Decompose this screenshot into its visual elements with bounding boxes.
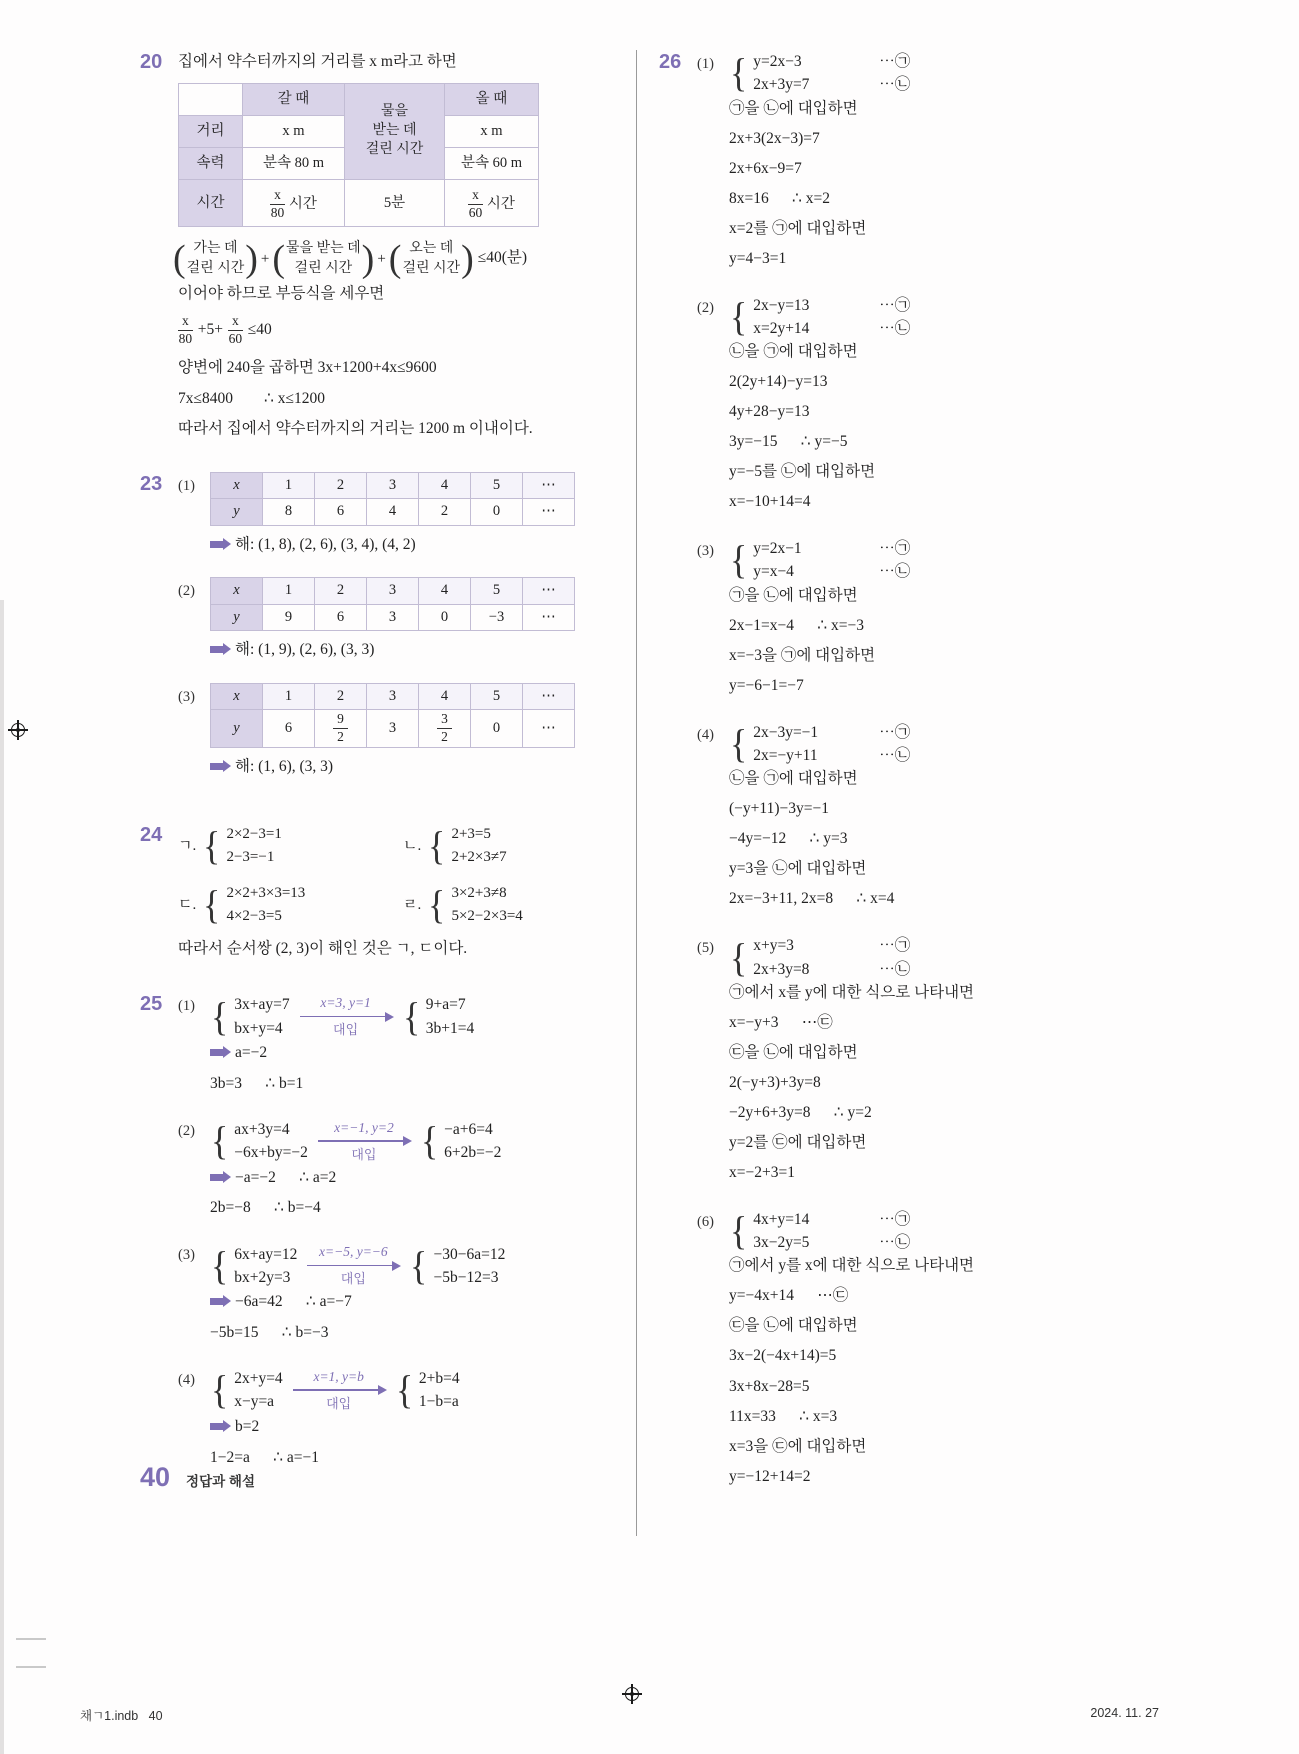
fraction: $\frac{3}{2}$ bbox=[437, 711, 452, 746]
table-cell: 1 bbox=[263, 473, 315, 499]
result-arrow-icon bbox=[210, 1174, 223, 1181]
solution-line: y=−5를 ㉡에 대입하면 bbox=[729, 463, 876, 481]
problem-25-part-1 bbox=[178, 992, 612, 1103]
solution-line: y=3을 ㉡에 대입하면 bbox=[729, 860, 867, 878]
equation-system: { 2x−3y=−1 ⋯㉠ 2x=−y+11 ⋯㉡ bbox=[729, 721, 911, 766]
long-arrow-icon bbox=[293, 1389, 385, 1391]
solution-line: 2x+6x−9=7 bbox=[729, 159, 802, 177]
brace-icon: { bbox=[210, 1118, 229, 1164]
brace-icon: { bbox=[203, 822, 221, 868]
solution-line: 2(−y+3)+3y=8 bbox=[729, 1073, 821, 1091]
solution-line: 3x−2(−4x+14)=5 bbox=[729, 1347, 837, 1365]
table-cell: 4 bbox=[367, 499, 419, 525]
long-arrow-icon bbox=[318, 1140, 410, 1142]
brace-icon: { bbox=[210, 1367, 229, 1413]
brace-icon: { bbox=[210, 1242, 229, 1288]
table-cell: ⋯ bbox=[523, 709, 575, 747]
table-cell: 0 bbox=[419, 604, 471, 630]
problem-20-table bbox=[178, 83, 539, 227]
solution-line: ㉠을 ㉡에 대입하면 bbox=[729, 586, 858, 604]
brace-icon: { bbox=[402, 993, 420, 1039]
solution-line: 2x−1=x−4 ∴ x=−3 bbox=[729, 616, 864, 634]
result-arrow-icon bbox=[210, 1423, 223, 1430]
result-line: −a=−2 ∴ a=2 bbox=[210, 1166, 612, 1191]
row-label-distance: 거리 bbox=[179, 115, 243, 147]
problem-number: 20 bbox=[140, 51, 163, 73]
result-arrow-icon bbox=[210, 1298, 223, 1305]
problem-20-body bbox=[173, 50, 612, 448]
part-label: (1) bbox=[178, 478, 195, 495]
inequality-tail: ≤40 bbox=[247, 321, 272, 339]
problem-number: 23 bbox=[140, 473, 163, 496]
system-digeut: ㄷ. { 2×2+3×3=13 4×2−3=5 bbox=[178, 881, 306, 927]
solution-line: (−y+11)−3y=−1 bbox=[729, 800, 829, 818]
problem-25-part-3 bbox=[178, 1241, 612, 1352]
item-label: ㄹ. bbox=[403, 896, 422, 913]
table-cell: 6 bbox=[263, 709, 315, 747]
conclusion-line: 따라서 집에서 약수터까지의 거리는 1200 m 이내이다. bbox=[178, 420, 533, 438]
open-paren: ( bbox=[173, 237, 186, 280]
brace-icon: { bbox=[395, 1367, 413, 1413]
table-header-go: 갈 때 bbox=[243, 83, 345, 115]
problem-24 bbox=[140, 823, 612, 968]
result-arrow-icon bbox=[210, 763, 223, 770]
brace-icon: { bbox=[428, 881, 446, 927]
solution-line: x=−3을 ㉠에 대입하면 bbox=[729, 646, 876, 664]
middle-terms: +5+ bbox=[197, 321, 223, 339]
problem-23-body bbox=[178, 472, 612, 799]
substitution-row: { 3x+ay=7 bx+y=4 x=3, y=1 대입 { 9+a=7 3b+1=4 bbox=[210, 992, 612, 1041]
table-cell: x m bbox=[243, 115, 345, 147]
solution-line: x=−2+3=1 bbox=[729, 1163, 795, 1181]
crop-mark bbox=[16, 1638, 46, 1640]
scan-edge bbox=[0, 600, 4, 1754]
equation-system: { y=2x−3 ⋯㉠ 2x+3y=7 ⋯㉡ bbox=[729, 50, 911, 96]
table-cell: 3 bbox=[367, 709, 419, 747]
answer-line: 해: (1, 9), (2, 6), (3, 3) bbox=[210, 638, 612, 663]
solution-line: ㉢을 ㉡에 대입하면 bbox=[729, 1317, 858, 1335]
problem-26 bbox=[659, 50, 1170, 1512]
fraction: x 80 bbox=[178, 313, 193, 346]
term-going: 가는 데 걸린 시간 bbox=[186, 241, 245, 276]
table-cell: ⋯ bbox=[523, 499, 575, 525]
brace-icon: { bbox=[729, 50, 748, 96]
problem-26-body bbox=[697, 50, 1170, 1512]
result-arrow-icon bbox=[210, 541, 223, 548]
result-line: −6a=42 ∴ a=−7 bbox=[210, 1290, 612, 1315]
problem-25-body bbox=[178, 992, 612, 1490]
solution-line: 8x=16 ∴ x=2 bbox=[729, 189, 830, 207]
table-cell: 8 bbox=[263, 499, 315, 525]
left-column bbox=[140, 50, 612, 1514]
solution-line: 2x=−3+11, 2x=8 ∴ x=4 bbox=[729, 890, 895, 908]
inequality-expression bbox=[178, 313, 612, 348]
part-label: (5) bbox=[697, 940, 714, 957]
table-cell: 3 bbox=[367, 683, 419, 709]
plus-operator: + bbox=[377, 250, 386, 267]
solution-line: ㉠을 ㉡에 대입하면 bbox=[729, 99, 858, 117]
solution-line: 2x+3(2x−3)=7 bbox=[729, 129, 820, 147]
table-cell: 3 bbox=[367, 578, 419, 604]
solution-line: x=2를 ㉠에 대입하면 bbox=[729, 219, 867, 237]
table-cell: 9 bbox=[263, 604, 315, 630]
page-footer bbox=[140, 1462, 255, 1493]
substitution-label: 대입 bbox=[340, 1271, 366, 1287]
long-arrow-icon bbox=[307, 1265, 399, 1267]
mid-line-2: 받는 데 bbox=[372, 123, 417, 139]
problem-23-part-3 bbox=[178, 683, 612, 786]
solution-line: y=4−3=1 bbox=[729, 249, 787, 267]
inequality-bound: ≤40(분) bbox=[477, 249, 528, 267]
result-line: a=−2 bbox=[210, 1041, 612, 1066]
solution-line: ㉠에서 y를 x에 대한 식으로 나타내면 bbox=[729, 1257, 975, 1275]
table-cell: 4 bbox=[419, 683, 471, 709]
print-file-info: 채ㄱ1.indb 40 bbox=[80, 1709, 163, 1723]
solution-line: y=−4x+14 ⋯㉢ bbox=[729, 1287, 849, 1305]
mid-line-1: 물을 bbox=[380, 104, 409, 120]
table-cell: 분속 80 m bbox=[243, 148, 345, 180]
open-paren: ( bbox=[272, 237, 286, 280]
problem-20-intro: 집에서 약수터까지의 거리를 x m라고 하면 bbox=[178, 53, 457, 70]
table-cell: 0 bbox=[471, 709, 523, 747]
problem-25-part-4 bbox=[178, 1366, 612, 1477]
problem-23-part-1 bbox=[178, 472, 612, 563]
brace-icon: { bbox=[729, 721, 748, 766]
setup-line: 이어야 하므로 부등식을 세우면 bbox=[178, 285, 385, 303]
answer-line: 해: (1, 8), (2, 6), (3, 4), (4, 2) bbox=[210, 533, 612, 558]
table-cell: 4 bbox=[419, 473, 471, 499]
table-cell: 6 bbox=[315, 604, 367, 630]
equation-system: { x+y=3 ⋯㉠ 2x+3y=8 ⋯㉡ bbox=[729, 934, 911, 980]
open-paren: ( bbox=[388, 237, 402, 280]
problem-24-body bbox=[178, 823, 612, 968]
problem-26-part-6 bbox=[697, 1208, 1170, 1495]
solution-line: y=−6−1=−7 bbox=[729, 676, 804, 694]
result-arrow-icon bbox=[210, 646, 223, 653]
brace-icon: { bbox=[210, 993, 229, 1039]
table-cell-fraction bbox=[315, 709, 367, 747]
close-paren: ) bbox=[461, 237, 474, 280]
solution-line: 2(2y+14)−y=13 bbox=[729, 373, 828, 391]
result-line-2: −5b=15 ∴ b=−3 bbox=[210, 1324, 329, 1342]
part-label: (4) bbox=[178, 1371, 195, 1388]
table-cell: 5분 bbox=[345, 180, 445, 227]
solution-line: x=3을 ㉢에 대입하면 bbox=[729, 1437, 867, 1455]
close-paren: ) bbox=[245, 237, 258, 280]
substitution-values: x=−1, y=2 bbox=[334, 1119, 394, 1135]
table-cell: ⋯ bbox=[523, 604, 575, 630]
part-label: (1) bbox=[697, 56, 714, 72]
table-cell: 3 bbox=[367, 604, 419, 630]
result-line: b=2 bbox=[210, 1415, 612, 1440]
brace-icon: { bbox=[428, 822, 446, 868]
part-label: (3) bbox=[178, 688, 195, 705]
fraction: $\frac{x}{60}$ bbox=[228, 313, 243, 346]
problem-number: 25 bbox=[140, 993, 163, 1016]
systems-grid bbox=[178, 823, 612, 927]
table-cell: 0 bbox=[471, 499, 523, 525]
y-header: y bbox=[211, 709, 263, 747]
part-label: (3) bbox=[697, 543, 714, 560]
problem-26-part-1 bbox=[697, 50, 1170, 277]
brace-icon: { bbox=[203, 881, 221, 927]
x-header: x bbox=[211, 578, 263, 604]
substitution-row: { ax+3y=4 −6x+by=−2 x=−1, y=2 대입 { −a+6=4 6+2b=−2 bbox=[210, 1117, 612, 1166]
solution-line: 11x=33 ∴ x=3 bbox=[729, 1407, 838, 1425]
solution-line: x=−y+3 ⋯㉢ bbox=[729, 1013, 833, 1031]
brace-icon: { bbox=[729, 1208, 748, 1254]
system-rieul: ㄹ. { 3×2+3≠8 5×2−2×3=4 bbox=[403, 881, 523, 927]
x-header: x bbox=[211, 683, 263, 709]
problem-number: 24 bbox=[140, 824, 163, 847]
result-arrow-icon bbox=[210, 1049, 223, 1056]
y-header: y bbox=[211, 604, 263, 630]
brace-icon: { bbox=[420, 1118, 439, 1164]
crop-mark bbox=[16, 1666, 46, 1668]
substitution-arrow bbox=[300, 992, 392, 1041]
conclusion-line: 따라서 순서쌍 (2, 3)이 해인 것은 ㄱ, ㄷ이다. bbox=[178, 940, 468, 958]
table-cell: ⋯ bbox=[523, 578, 575, 604]
fraction: x 80 bbox=[270, 187, 285, 221]
xy-table bbox=[210, 472, 575, 525]
registration-mark-icon bbox=[622, 1684, 642, 1704]
print-date: 2024. 11. 27 bbox=[1090, 1706, 1159, 1720]
part-label: (6) bbox=[697, 1213, 714, 1230]
solution-line: 3y=−15 ∴ y=−5 bbox=[729, 433, 848, 451]
plus-operator: + bbox=[260, 250, 270, 267]
part-label: (3) bbox=[178, 1247, 195, 1264]
table-cell: 분속 60 m bbox=[445, 148, 539, 180]
table-cell: 3 bbox=[367, 473, 419, 499]
fraction: x 60 bbox=[468, 187, 483, 221]
problem-23-part-2 bbox=[178, 577, 612, 668]
setup-equation bbox=[172, 239, 612, 278]
problem-26-part-2 bbox=[697, 294, 1170, 521]
table-cell: 2 bbox=[315, 683, 367, 709]
two-column-layout bbox=[140, 50, 1170, 1536]
solution-line: 3x+8x−28=5 bbox=[729, 1377, 810, 1395]
part-label: (4) bbox=[697, 726, 714, 743]
table-cell: 2 bbox=[419, 499, 471, 525]
table-cell: −3 bbox=[471, 604, 523, 630]
brace-icon: { bbox=[729, 934, 748, 980]
part-label: (2) bbox=[178, 583, 195, 600]
table-cell: 5 bbox=[471, 578, 523, 604]
substitution-arrow bbox=[293, 1366, 385, 1415]
solution-line: x=−10+14=4 bbox=[729, 493, 811, 511]
page-section-label: 정답과 해설 bbox=[186, 1474, 256, 1489]
fraction-suffix: 시간 bbox=[486, 196, 515, 213]
problem-26-part-5 bbox=[697, 934, 1170, 1191]
table-cell-blank bbox=[179, 83, 243, 115]
page-number: 40 bbox=[140, 1462, 171, 1492]
result-line-2: 3b=3 ∴ b=1 bbox=[210, 1074, 304, 1092]
problem-25-part-2 bbox=[178, 1117, 612, 1228]
solution-line: y=−12+14=2 bbox=[729, 1467, 811, 1485]
fraction: $\frac{9}{2}$ bbox=[333, 711, 348, 746]
multiply-line: 양변에 240을 곱하면 3x+1200+4x≤9600 bbox=[178, 358, 437, 376]
substitution-row: { 2x+y=4 x−y=a x=1, y=b 대입 { 2+b=4 1−b=a bbox=[210, 1366, 612, 1415]
x-header: x bbox=[211, 473, 263, 499]
solution-line: −2y+6+3y=8 ∴ y=2 bbox=[729, 1103, 872, 1121]
solution-line: ㉡을 ㉠에 대입하면 bbox=[729, 343, 858, 361]
substitution-values: x=3, y=1 bbox=[320, 995, 371, 1011]
problem-23 bbox=[140, 472, 612, 799]
term-returning: 오는 데 걸린 시간 bbox=[402, 241, 461, 276]
system-nieun: ㄴ. { 2+3=5 2+2×3≠7 bbox=[403, 822, 507, 868]
system-giyeok: ㄱ. { 2×2−3=1 2−3=−1 bbox=[178, 822, 282, 868]
substitution-arrow bbox=[307, 1241, 399, 1290]
solution-line: ㉢을 ㉡에 대입하면 bbox=[729, 1043, 858, 1061]
part-label: (2) bbox=[697, 299, 714, 316]
table-header-mid bbox=[345, 83, 445, 180]
brace-icon: { bbox=[410, 1242, 428, 1288]
item-label: ㄱ. bbox=[178, 837, 197, 854]
part-label: (2) bbox=[178, 1122, 195, 1139]
fraction-suffix: 시간 bbox=[288, 196, 317, 213]
table-cell: 5 bbox=[471, 683, 523, 709]
xy-table bbox=[210, 577, 575, 630]
xy-table bbox=[210, 683, 575, 748]
solution-line: ㉡을 ㉠에 대입하면 bbox=[729, 770, 858, 788]
substitution-label: 대입 bbox=[333, 1022, 359, 1038]
problem-26-part-3 bbox=[697, 537, 1170, 704]
problem-number: 26 bbox=[659, 51, 682, 73]
table-cell: ⋯ bbox=[523, 473, 575, 499]
substitution-values: x=1, y=b bbox=[313, 1368, 364, 1384]
table-cell: 1 bbox=[263, 578, 315, 604]
substitution-label: 대입 bbox=[351, 1146, 377, 1162]
table-cell: 2 bbox=[315, 473, 367, 499]
close-paren: ) bbox=[361, 237, 375, 280]
long-arrow-icon bbox=[300, 1016, 392, 1018]
item-label: ㄴ. bbox=[403, 837, 422, 854]
table-cell-fraction bbox=[419, 709, 471, 747]
row-label-speed: 속력 bbox=[179, 148, 243, 180]
registration-mark-icon bbox=[8, 720, 28, 740]
row-label-time: 시간 bbox=[179, 180, 243, 227]
answer-line: 해: (1, 6), (3, 3) bbox=[210, 755, 612, 780]
column-divider bbox=[636, 50, 637, 1536]
mid-line-3: 걸린 시간 bbox=[365, 142, 424, 158]
substitution-arrow bbox=[318, 1117, 410, 1166]
table-cell: x m bbox=[445, 115, 539, 147]
table-cell: 5 bbox=[471, 473, 523, 499]
substitution-label: 대입 bbox=[326, 1396, 352, 1412]
equation-system: { 4x+y=14 ⋯㉠ 3x−2y=5 ⋯㉡ bbox=[729, 1208, 911, 1254]
equation-system: { y=2x−1 ⋯㉠ y=x−4 ⋯㉡ bbox=[729, 537, 911, 583]
part-label: (1) bbox=[178, 998, 195, 1015]
table-cell: 2 bbox=[315, 578, 367, 604]
problem-26-part-4 bbox=[697, 721, 1170, 918]
result-line-2: 2b=−8 ∴ b=−4 bbox=[210, 1199, 321, 1217]
y-header: y bbox=[211, 499, 263, 525]
solution-line: y=2를 ㉢에 대입하면 bbox=[729, 1133, 867, 1151]
solution-line: ㉠에서 x를 y에 대한 식으로 나타내면 bbox=[729, 983, 975, 1001]
equation-system: { 2x−y=13 ⋯㉠ x=2y+14 ⋯㉡ bbox=[729, 293, 911, 339]
table-cell: 6 bbox=[315, 499, 367, 525]
solution-line: −4y=−12 ∴ y=3 bbox=[729, 830, 848, 848]
brace-icon: { bbox=[729, 537, 748, 583]
table-cell: 4 bbox=[419, 578, 471, 604]
table-cell-fraction bbox=[445, 180, 539, 227]
result-line-2: 1−2=a ∴ a=−1 bbox=[210, 1448, 319, 1466]
item-label: ㄷ. bbox=[178, 896, 197, 913]
term-water: 물을 받는 데 걸린 시간 bbox=[286, 241, 361, 276]
table-cell: ⋯ bbox=[523, 683, 575, 709]
table-header-back: 올 때 bbox=[445, 83, 539, 115]
problem-20 bbox=[140, 50, 612, 448]
brace-icon: { bbox=[729, 293, 748, 339]
solve-line: 7x≤8400 ∴ x≤1200 bbox=[178, 389, 326, 407]
table-cell: 1 bbox=[263, 683, 315, 709]
substitution-row: { 6x+ay=12 bx+2y=3 x=−5, y=−6 대입 { −30−6a=12 −5b−12=3 bbox=[210, 1241, 612, 1290]
right-column bbox=[659, 50, 1170, 1536]
solution-line: 4y+28−y=13 bbox=[729, 403, 810, 421]
table-cell-fraction bbox=[243, 180, 345, 227]
problem-25 bbox=[140, 992, 612, 1490]
substitution-values: x=−5, y=−6 bbox=[318, 1244, 388, 1260]
